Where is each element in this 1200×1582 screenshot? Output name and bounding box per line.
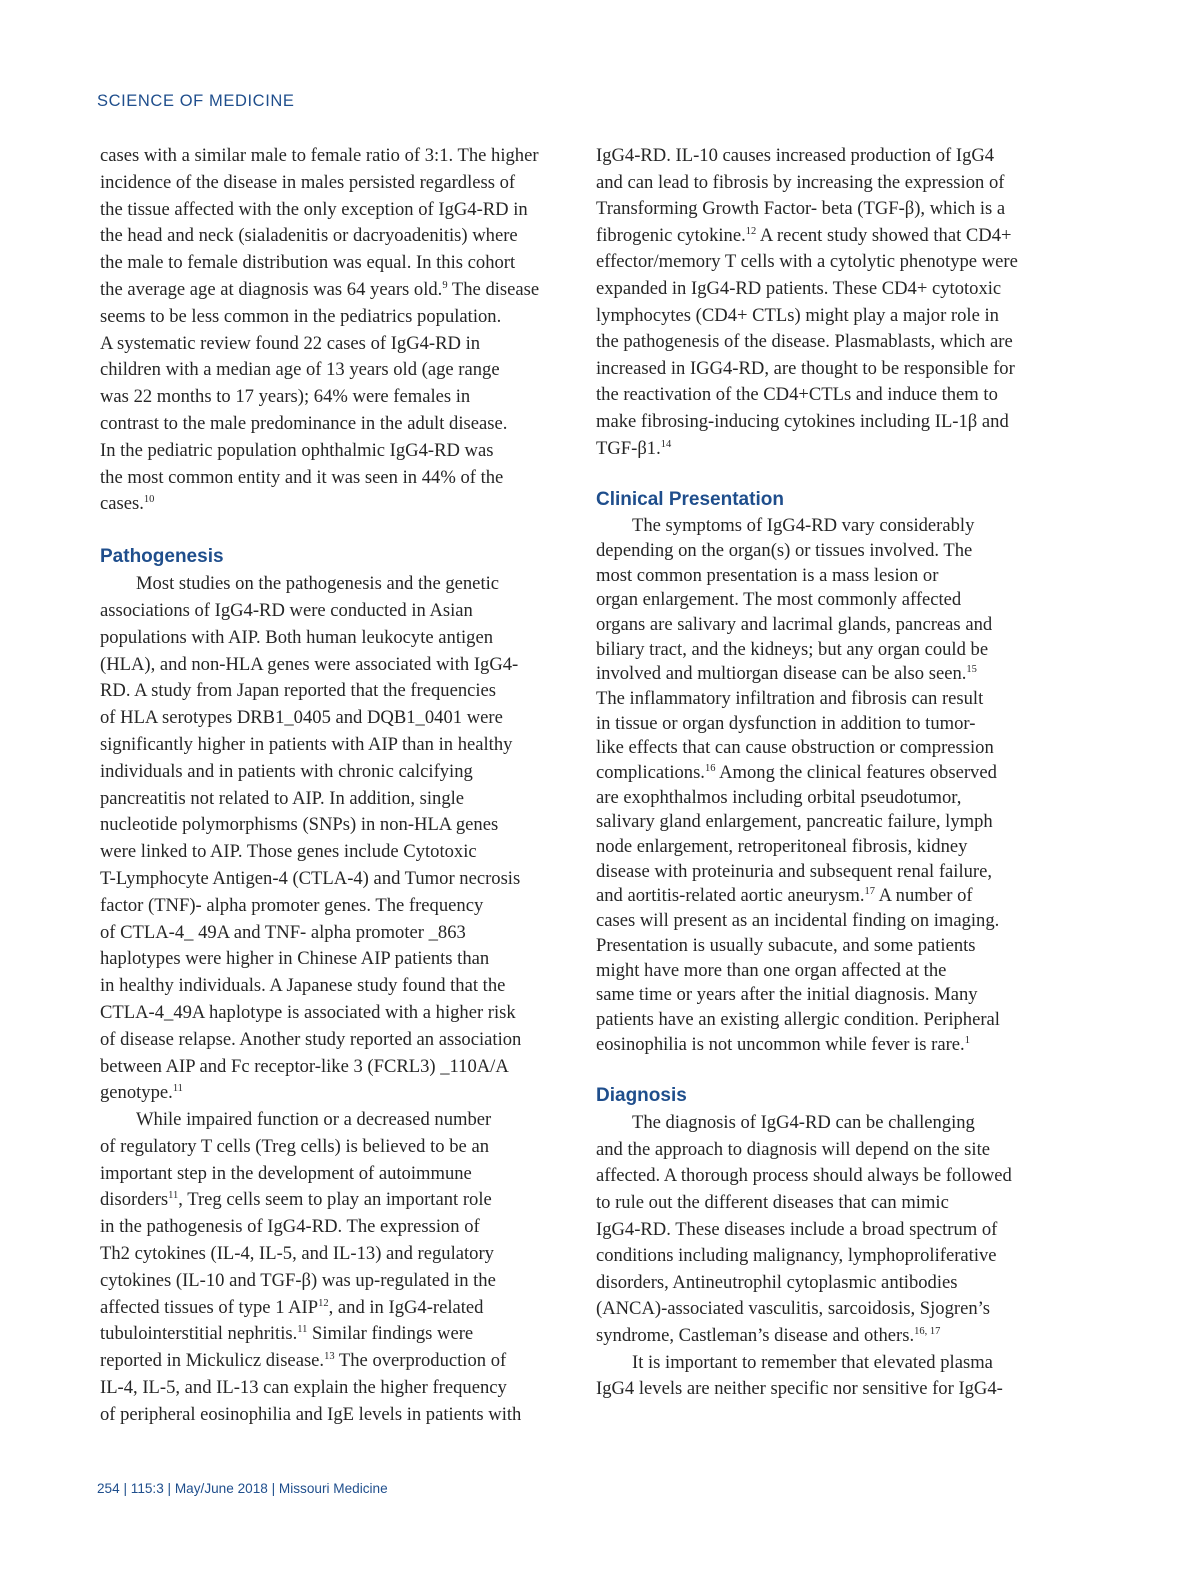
text-line: RD. A study from Japan reported that the frequencies (100, 680, 497, 702)
text-line: in the pathogenesis of IgG4-RD. The expression of (100, 1216, 480, 1238)
text-line: cases with a similar male to female ratio of 3:1. The higher (100, 145, 539, 166)
text-line: cases.$^{10}$ (100, 493, 155, 515)
text-line: biliary tract, and the kidneys; but any organ could be (596, 638, 989, 660)
text-line: depending on the organ(s) or tissues involved. The (596, 539, 973, 561)
text-line: complications.$^{16}$ Among the clinical features observed (596, 762, 997, 783)
text-line: syndrome, Castleman’s disease and others.$^{16, 17}$ (596, 1325, 941, 1346)
text-line: T-Lymphocyte Antigen-4 (CTLA-4) and Tumor necrosis (100, 867, 521, 889)
text-line: the tissue affected with the only exception of IgG4-RD in (100, 198, 528, 220)
text-line: disorders$^{11}$, Treg cells seem to play an important role (100, 1189, 492, 1211)
text-line: The diagnosis of IgG4-RD can be challenging (632, 1112, 975, 1134)
text-line: the male to female distribution was equal. In this cohort (100, 252, 516, 274)
text-line: patients have an existing allergic condition. Peripheral (596, 1008, 1000, 1030)
text-line: like effects that can cause obstruction or compression (596, 737, 994, 759)
text-line: populations with AIP. Both human leukocyte antigen (100, 626, 494, 648)
diagnosis-section (596, 1110, 1071, 1403)
text-line: the head and neck (sialadenitis or dacryoadenitis) where (100, 225, 518, 247)
text-line: and aortitis-related aortic aneurysm.$^{17}$ A number of (596, 885, 973, 907)
text-line: of disease relapse. Another study reported an association (100, 1028, 522, 1050)
text-line: IL-4, IL-5, and IL-13 can explain the higher frequency (100, 1377, 507, 1399)
text-line: (ANCA)-associated vasculitis, sarcoidosis, Sjogren’s (596, 1298, 991, 1320)
section-heading-clinical-presentation: Clinical Presentation (596, 489, 784, 511)
text-line: fibrogenic cytokine.$^{12}$ A recent study showed that CD4+ (596, 224, 1012, 246)
text-line: was 22 months to 17 years); 64% were females in (100, 386, 471, 408)
text-line: organs are salivary and lacrimal glands, pancreas and (596, 613, 993, 635)
text-line: seems to be less common in the pediatrics population. (100, 305, 502, 327)
text-line: A systematic review found 22 cases of IgG4-RD in (100, 332, 481, 354)
text-line: important step in the development of autoimmune (100, 1162, 472, 1184)
text-line: and the approach to diagnosis will depend on the site (596, 1138, 990, 1160)
text-line: are exophthalmos including orbital pseudotumor, (596, 786, 962, 808)
text-line: Presentation is usually subacute, and some patients (596, 934, 976, 956)
text-line: In the pediatric population ophthalmic IgG4-RD was (100, 439, 494, 461)
text-line: It is important to remember that elevated plasma (632, 1351, 993, 1373)
text-line: Most studies on the pathogenesis and the genetic (136, 573, 500, 595)
text-line: in tissue or organ dysfunction in addition to tumor- (596, 712, 976, 734)
text-line: cases will present as an incidental finding on imaging. (596, 910, 1000, 932)
text-line: The symptoms of IgG4-RD vary considerably (632, 515, 975, 537)
text-line: lymphocytes (CD4+ CTLs) might play a major role in (596, 304, 999, 326)
text-line: haplotypes were higher in Chinese AIP patients than (100, 948, 490, 970)
text-line: (HLA), and non-HLA genes were associated with IgG4- (100, 653, 519, 675)
section-heading-pathogenesis: Pathogenesis (100, 546, 224, 568)
text-line: The inflammatory infiltration and fibrosis can result (596, 687, 984, 709)
text-line: IgG4-RD. These diseases include a broad spectrum of (596, 1218, 998, 1240)
text-line: reported in Mickulicz disease.$^{13}$ The overproduction of (100, 1350, 507, 1372)
text-line: node enlargement, retroperitoneal fibrosis, kidney (596, 836, 968, 858)
text-line: conditions including malignancy, lymphoproliferative (596, 1245, 997, 1267)
text-line: of HLA serotypes DRB1_0405 and DQB1_0401 were (100, 707, 503, 729)
right-column (596, 143, 1071, 1403)
text-line: same time or years after the initial diagnosis. Many (596, 984, 978, 1006)
text-line: genotype.$^{11}$ (100, 1082, 183, 1104)
text-line: the average age at diagnosis was 64 years old.$^9$ The disease (100, 278, 540, 300)
text-line: the pathogenesis of the disease. Plasmablasts, which are (596, 331, 1013, 353)
text-line: make fibrosing-inducing cytokines including IL-1β and (596, 410, 1009, 432)
text-line: of regulatory T cells (Treg cells) is believed to be an (100, 1135, 489, 1157)
text-line: TGF-β1.14 (596, 437, 672, 459)
text-line: tubulointerstitial nephritis.$^{11}$ Similar findings were (100, 1323, 474, 1345)
text-line: effector/memory T cells with a cytolytic phenotype were (596, 251, 1018, 273)
text-line: IgG4 levels are neither specific nor sensitive for IgG4- (596, 1378, 1003, 1400)
text-line: Transforming Growth Factor- beta (TGF-β), which is a (596, 198, 1006, 220)
text-line: organ enlargement. The most commonly affected (596, 589, 962, 611)
text-line: the reactivation of the CD4+CTLs and induce them to (596, 384, 998, 406)
text-line: significantly higher in patients with AIP than in healthy (100, 733, 513, 755)
text-line: While impaired function or a decreased number (136, 1109, 492, 1131)
text-line: and can lead to fibrosis by increasing the expression of (596, 171, 1005, 193)
text-line: IgG4-RD. IL-10 causes increased production of IgG4 (596, 145, 995, 166)
text-line: contrast to the male predominance in the adult disease. (100, 412, 508, 434)
text-line: salivary gland enlargement, pancreatic failure, lymph (596, 811, 993, 833)
text-line: disorders, Antineutrophil cytoplasmic antibodies (596, 1271, 958, 1293)
text-line: increased in IGG4-RD, are thought to be responsible for (596, 357, 1015, 379)
section-heading-diagnosis: Diagnosis (596, 1085, 687, 1107)
page-footer: 254 | 115:3 | May/June 2018 | Missouri Medicine (97, 1481, 388, 1496)
text-line: factor (TNF)- alpha promoter genes. The frequency (100, 894, 484, 916)
text-line: in healthy individuals. A Japanese study found that the (100, 975, 506, 997)
intro-paragraph (100, 143, 572, 518)
text-line: of peripheral eosinophilia and IgE levels in patients with (100, 1403, 522, 1425)
text-line: involved and multiorgan disease can be also seen.$^{15}$ (596, 663, 977, 685)
text-line: might have more than one organ affected at the (596, 959, 947, 981)
text-line: most common presentation is a mass lesion or (596, 564, 939, 586)
text-line: eosinophilia is not uncommon while fever is rare.$^1$ (596, 1033, 970, 1055)
text-line: disease with proteinuria and subsequent renal failure, (596, 860, 993, 882)
text-line: incidence of the disease in males persisted regardless of (100, 171, 516, 193)
clinical-presentation-section (596, 514, 1071, 1057)
text-line: Th2 cytokines (IL-4, IL-5, and IL-13) and regulatory (100, 1243, 494, 1265)
text-line: affected tissues of type 1 AIP$^{12}$, and in IgG4-related (100, 1296, 484, 1318)
text-line: children with a median age of 13 years old (age range (100, 359, 500, 381)
text-line: CTLA-4_49A haplotype is associated with a higher risk (100, 1001, 516, 1023)
text-line: individuals and in patients with chronic calcifying (100, 760, 473, 782)
running-header: SCIENCE OF MEDICINE (97, 92, 295, 110)
continued-paragraph (596, 143, 1071, 462)
text-line: pancreatitis not related to AIP. In addition, single (100, 787, 465, 809)
text-line: to rule out the different diseases that can mimic (596, 1192, 949, 1214)
text-line: cytokines (IL-10 and TGF-β) was up-regulated in the (100, 1269, 496, 1291)
text-line: associations of IgG4-RD were conducted in Asian (100, 599, 473, 621)
text-line: expanded in IgG4-RD patients. These CD4+ cytotoxic (596, 277, 1002, 299)
text-line: of CTLA-4_ 49A and TNF- alpha promoter _863 (100, 921, 466, 943)
text-line: affected. A thorough process should always be followed (596, 1165, 1012, 1187)
pathogenesis-section (100, 571, 572, 1429)
text-line: between AIP and Fc receptor-like 3 (FCRL3) _110A/A (100, 1055, 509, 1077)
left-column (100, 143, 572, 1429)
text-line: the most common entity and it was seen in 44% of the (100, 466, 504, 488)
text-line: were linked to AIP. Those genes include Cytotoxic (100, 841, 477, 863)
text-line: nucleotide polymorphisms (SNPs) in non-HLA genes (100, 814, 499, 836)
